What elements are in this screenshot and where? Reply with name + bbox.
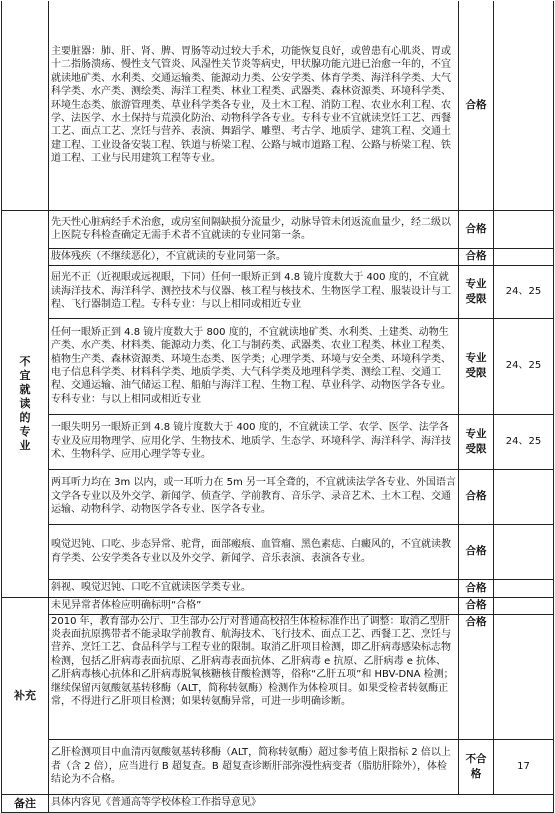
note-cell — [494, 248, 554, 265]
result-badge: 合格 — [459, 614, 494, 739]
result-badge: 合格 — [459, 524, 494, 579]
category-supplement: 补充 — [2, 597, 49, 794]
row-text: 一眼失明另一眼矫正到 4.8 镜片度数大于 400 度的，不宜就读工学、农学、医学、法学各专业及应用物理学、应用化学、生物技术、地质学、生态学、环境科学、海洋科学、海洋技术、生物科学、应用心理学等专业。 — [49, 414, 459, 469]
note-cell — [494, 524, 554, 579]
result-badge: 合格 — [459, 248, 494, 265]
medical-exam-standards-table — [1, 1, 554, 813]
table-row — [2, 739, 554, 794]
result-badge: 合格 — [459, 469, 494, 524]
row-text: 2010 年，教育部办公厅、卫生部办公厅对普通高校招生体检标准作出了调整：取消乙型肝炎表面抗原携带者不能录取学前教育、航海技术、飞行技术、面点工艺、西餐工艺、烹饪与营养、烹饪工艺、食品科学与工程专业的限制。取消乙肝项目检测，即乙肝病毒感染标志物检测，包括乙肝病毒表面抗原、乙肝病毒表面抗体、乙肝病毒 e 抗原、乙肝病毒 e 抗体、乙肝病毒核心抗体和乙肝病毒脱氧核糖核苷酸检测等，俗称“乙肝五项”和 HBV-DNA 检测；继续保留丙氨酸氨基转移酶（ALT，简称转氨酶）检测作为体检项目。如果受检者转氨酶正常，不得进行乙肝项目检测；如果转氨酶异常，可进一步明确诊断。 — [49, 614, 459, 739]
note-cell: 24、25 — [494, 318, 554, 414]
category-cell-blank — [2, 1, 49, 210]
row-text: 两耳听力均在 3m 以内，或一耳听力在 5m 另一耳全聋的，不宜就读法学各专业、外国语言文学各专业以及外交学、新闻学、侦查学、学前教育、音乐学、录音艺术、土木工程、交通运输、动物科学、动物医学各专业、医学各专业。 — [49, 469, 459, 524]
result-badge: 合格 — [459, 579, 494, 597]
table-row — [2, 794, 554, 812]
note-cell — [494, 614, 554, 739]
result-badge: 专业受限 — [459, 414, 494, 469]
row-text: 未见异常者体检应明确标明“合格” — [49, 597, 459, 614]
result-badge: 专业受限 — [459, 265, 494, 318]
category-remarks: 备注 — [2, 794, 49, 812]
row-text: 屈光不正（近视眼或远视眼，下同）任何一眼矫正到 4.8 镜片度数大于 400 度的，不宜就读海洋技术、海洋科学、测控技术与仪器、核工程与核技术、生物医学工程、服装设计与工程、飞行器制造工程。专科专业：与以上相同或相近专业 — [49, 265, 459, 318]
table-row — [2, 597, 554, 614]
table-row — [2, 414, 554, 469]
note-cell: 17 — [494, 739, 554, 794]
note-cell: 24、25 — [494, 414, 554, 469]
table-row — [2, 265, 554, 318]
result-badge: 合格 — [459, 210, 494, 248]
note-cell — [494, 1, 554, 210]
table-row — [2, 318, 554, 414]
note-cell — [494, 210, 554, 248]
note-cell — [494, 579, 554, 597]
table-row — [2, 1, 554, 210]
result-badge: 不合格 — [459, 739, 494, 794]
remarks-text: 具体内容见《普通高等学校体检工作指导意见》 — [49, 794, 554, 812]
category-not-suitable: 不宜就读的专业 — [2, 210, 49, 597]
row-text: 肢体残疾（不继续恶化），不宜就读的专业同第一条。 — [49, 248, 459, 265]
table-row — [2, 579, 554, 597]
table-row — [2, 210, 554, 248]
row-text: 嗅觉迟钝、口吃、步态异常、驼背，面部瘢痕、血管瘤、黑色素痣、白癜风的，不宜就读教育学类、公安学类各专业以及外交学、新闻学、音乐表演、表演各专业。 — [49, 524, 459, 579]
row-text: 主要脏器：肺、肝、肾、脾、胃肠等动过较大手术，功能恢复良好，或曾患有心肌炎、胃或十二指肠溃疡、慢性支气管炎、风湿性关节炎等病史，甲状腺功能亢进已治愈一年的，不宜就读地矿类、水利类、交通运输类、能源动力类、公安学类、体育学类、海洋科学类、大气科学类、水产类、测绘类、海洋工程类、林业工程类、武器类、森林资源类、环境科学类、环境生态类、旅游管理类、草业科学类各专业，及土木工程、消防工程、农业水利工程、农学、法医学、水土保持与荒漠化防治、动物科学各专业。专科专业不宜就读烹饪工艺、西餐工艺、面点工艺、烹饪与营养、表演、舞蹈学、雕塑、考古学、地质学、建筑工程、交通土建工程、工业设备安装工程、铁道与桥梁工程、公路与城市道路工程、公路与桥梁工程、铁道工程、工业与民用建筑工程等专业。 — [49, 1, 459, 210]
note-cell — [494, 597, 554, 614]
row-text: 任何一眼矫正到 4.8 镜片度数大于 800 度的，不宜就读地矿类、水利类、土建类、动物生产类、水产类、材料类、能源动力类、化工与制药类、武器类、农业工程类、林业工程类、植物生产类、森林资源类、环境生态类、医学类；心理学类、环境与安全类、环境科学类、电子信息科学类、材料科学类、地质学类、大气科学类及地理科学类、测绘工程、交通工程、交通运输、油气储运工程、船舶与海洋工程、生物工程、草业科学、动物医学各专业。专科专业：与以上相同或相近专业 — [49, 318, 459, 414]
note-cell: 24、25 — [494, 265, 554, 318]
row-text: 斜视、嗅觉迟钝、口吃不宜就读医学类专业。 — [49, 579, 459, 597]
result-badge: 专业受限 — [459, 318, 494, 414]
note-cell — [494, 469, 554, 524]
result-badge: 合格 — [459, 1, 494, 210]
table-row — [2, 248, 554, 265]
table-row — [2, 524, 554, 579]
result-badge: 合格 — [459, 597, 494, 614]
table-row — [2, 614, 554, 739]
table-row — [2, 469, 554, 524]
row-text: 乙肝检测项目中血清丙氨酸氨基转移酶（ALT，简称转氨酶）超过参考值上限指标 2 倍以上者（含 2 倍），应当进行 B 超复查。B 超复查诊断肝部弥漫性病变者（脂肪肝除外），体检结论为不合格。 — [49, 739, 459, 794]
row-text: 先天性心脏病经手术治愈，或房室间隔缺损分流量少，动脉导管未闭返流血量少，经二级以上医院专科检查确定无需手术者不宜就读的专业同第一条。 — [49, 210, 459, 248]
